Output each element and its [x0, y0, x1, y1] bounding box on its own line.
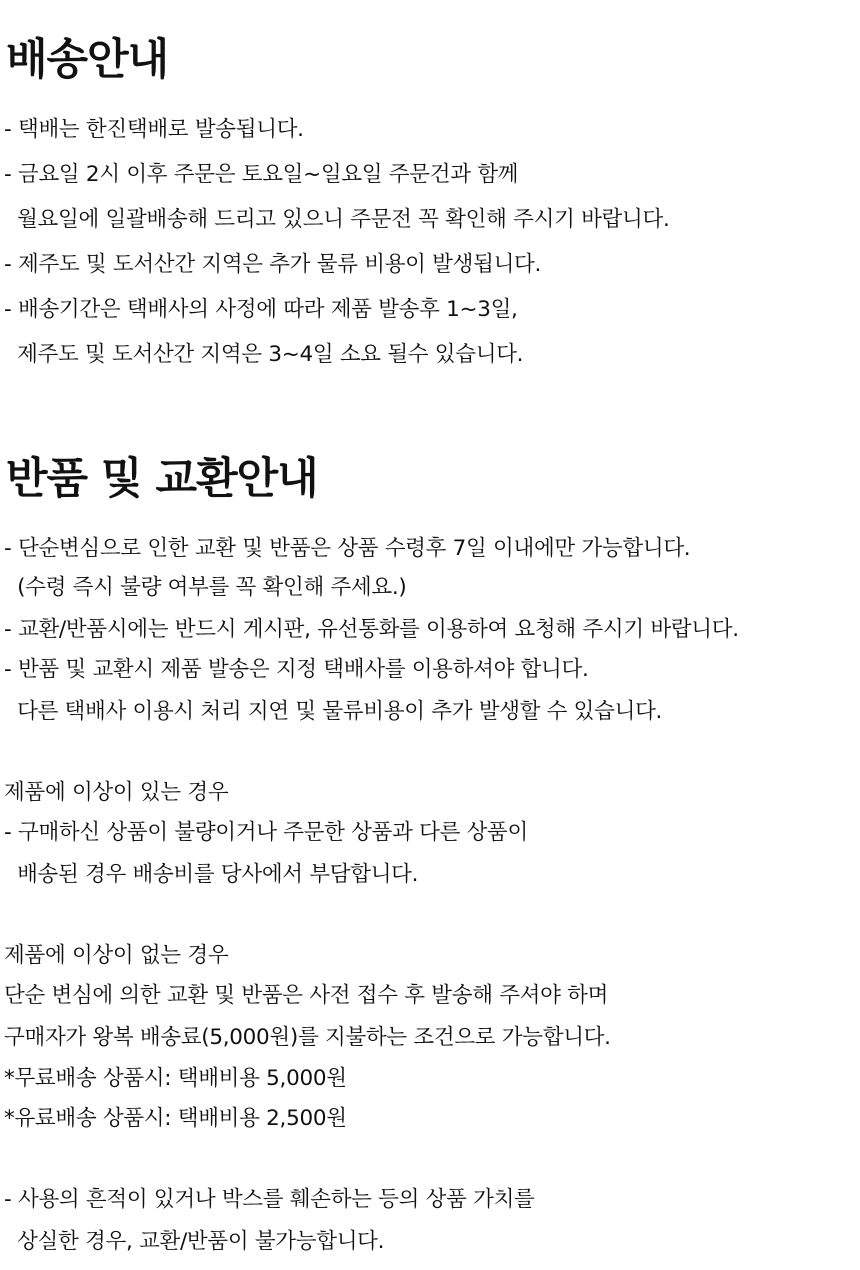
returns-line-5: 다른 택배사 이용시 처리 지연 및 물류비용이 추가 발생할 수 있습니다.	[4, 699, 663, 724]
non-defective-line-1: 단순 변심에 의한 교환 및 반품은 사전 접수 후 발송해 주셔야 하며	[4, 983, 609, 1008]
non-defective-title: 제품에 이상이 없는 경우	[4, 943, 229, 968]
non-defective-line-2: 구매자가 왕복 배송료(5,000원)를 지불하는 조건으로 가능합니다.	[4, 1025, 611, 1050]
returns-line-3: - 교환/반품시에는 반드시 게시판, 유선통화를 이용하여 요청해 주시기 바랍니다.	[4, 617, 739, 642]
returns-title: 반품 및 교환안내	[6, 454, 318, 504]
shipping-line-4: - 제주도 및 도서산간 지역은 추가 물류 비용이 발생됩니다.	[4, 252, 542, 277]
non-defective-line-3: *무료배송 상품시: 택배비용 5,000원	[4, 1066, 347, 1091]
shipping-line-5: - 배송기간은 택배사의 사정에 따라 제품 발송후 1~3일,	[4, 297, 518, 322]
defective-line-1: - 구매하신 상품이 불량이거나 주문한 상품과 다른 상품이	[4, 820, 528, 845]
shipping-line-2: - 금요일 2시 이후 주문은 토요일~일요일 주문건과 함께	[4, 162, 519, 187]
shipping-line-3: 월요일에 일괄배송해 드리고 있으니 주문전 꼭 확인해 주시기 바랍니다.	[4, 207, 670, 232]
defective-line-2: 배송된 경우 배송비를 당사에서 부담합니다.	[4, 862, 419, 887]
restriction-line-1: - 사용의 흔적이 있거나 박스를 훼손하는 등의 상품 가치를	[4, 1187, 535, 1212]
restriction-line-2: 상실한 경우, 교환/반품이 불가능합니다.	[4, 1229, 385, 1254]
shipping-line-1: - 택배는 한진택배로 발송됩니다.	[4, 117, 304, 142]
non-defective-line-4: *유료배송 상품시: 택배비용 2,500원	[4, 1106, 347, 1131]
returns-line-2: (수령 즉시 불량 여부를 꼭 확인해 주세요.)	[4, 575, 407, 600]
returns-line-1: - 단순변심으로 인한 교환 및 반품은 상품 수령후 7일 이내에만 가능합니다.	[4, 536, 691, 561]
defective-title: 제품에 이상이 있는 경우	[4, 780, 229, 805]
shipping-line-6: 제주도 및 도서산간 지역은 3~4일 소요 될수 있습니다.	[4, 342, 524, 367]
returns-line-4: - 반품 및 교환시 제품 발송은 지정 택배사를 이용하셔야 합니다.	[4, 657, 589, 682]
shipping-title: 배송안내	[6, 35, 169, 85]
